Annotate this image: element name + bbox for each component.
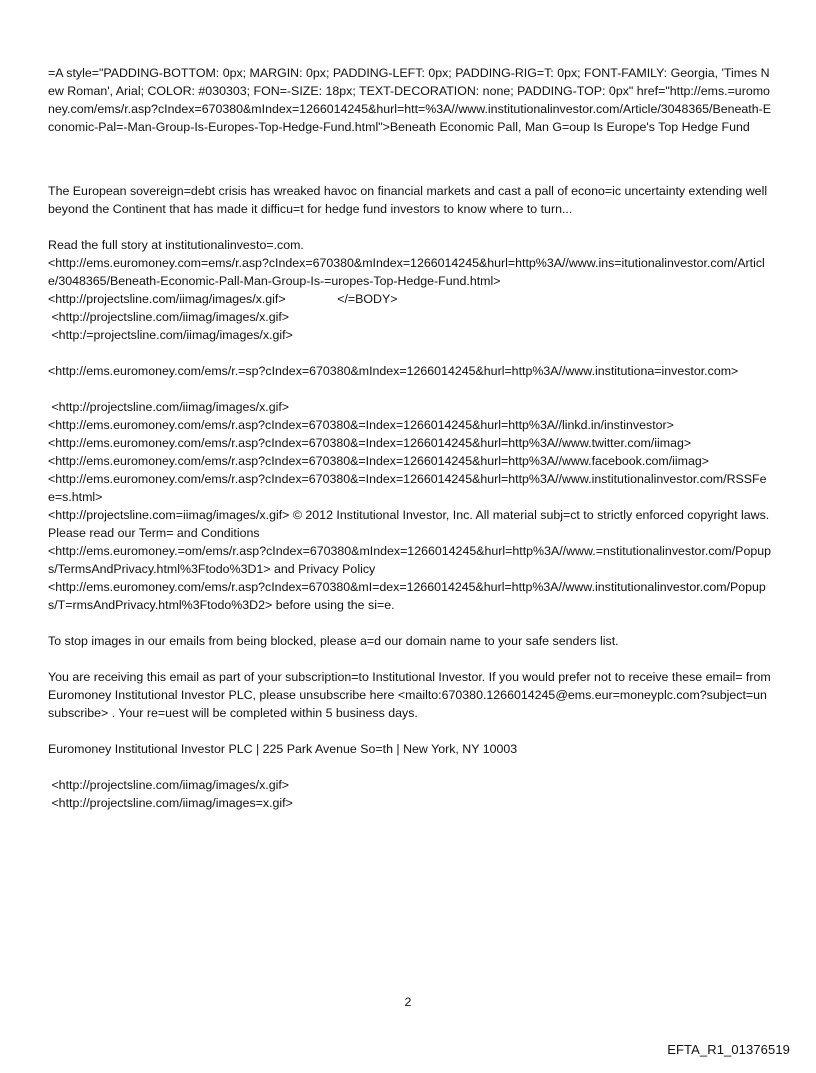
image-link: <http://projectsline.com/iimag/images/x.gif> [48, 310, 290, 324]
facebook-link: <http://ems.euromoney.com/ems/r.asp?cIndex=670380&=Index=1266014245&hurl=http%3A//www.facebook.com/iimag> [48, 454, 710, 468]
image-link: <http://projectsline.com/iimag/images/x.gif> [48, 778, 290, 792]
safe-senders-note: To stop images in our emails from being blocked, please a=d our domain name to your safe senders list. [48, 634, 619, 648]
privacy-link: <http://ems.euromoney.com/ems/r.asp?cIndex=670380&mI=dex=1266014245&hurl=http%3A//www.institutionalinvestor.com/Popups/T=rmsAndPrivacy.html%3Ftodo%3D2> before using the si=e. [48, 580, 766, 612]
homepage-link: <http://ems.euromoney.com/ems/r.=sp?cIndex=670380&mIndex=1266014245&hurl=http%3A//www.institutiona=investor.com> [48, 364, 739, 378]
image-link: <http:/=projectsline.com/iimag/images/x.gif> [48, 328, 293, 342]
read-full-story-block [48, 236, 772, 344]
read-full-story-text: Read the full story at institutionalinvesto=.com. [48, 238, 304, 252]
terms-text: Please read our Term= and Conditions [48, 526, 260, 540]
twitter-link: <http://ems.euromoney.com/ems/r.asp?cIndex=670380&=Index=1266014245&hurl=http%3A//www.twitter.com/iimag> [48, 436, 692, 450]
rss-link: <http://ems.euromoney.com/ems/r.asp?cIndex=670380&=Index=1266014245&hurl=http%3A//www.institutionalinvestor.com/RSSFee=s.html> [48, 472, 767, 504]
document-body [48, 64, 772, 812]
subscription-notice: You are receiving this email as part of your subscription=to Institutional Investor. If you would prefer not to receive these email= from Euromoney Institutional Investor PLC, please unsubscribe here <mailto:670380.1266014245@ems.eur=moneyplc.com?subject=unsubscribe> . Your re=uest will be completed within 5 business days. [48, 670, 771, 720]
image-link: <http://projectsline.com/iimag/images=x.gif> [48, 796, 293, 810]
linkedin-link: <http://ems.euromoney.com/ems/r.asp?cIndex=670380&=Index=1266014245&hurl=http%3A//linkd.in/instinvestor> [48, 418, 674, 432]
article-link: <http://ems.euromoney.com=ems/r.asp?cIndex=670380&mIndex=1266014245&hurl=http%3A//www.ins=itutionalinvestor.com/Article/3048365/Beneath-Economic-Pall-Man-Group-Is-=uropes-Top-Hedge-Fund.html> [48, 256, 765, 288]
social-links-block [48, 398, 772, 614]
company-address: Euromoney Institutional Investor PLC | 225 Park Avenue So=th | New York, NY 10003 [48, 742, 518, 756]
article-summary: The European sovereign=debt crisis has wreaked havoc on financial markets and cast a pall of econo=ic uncertainty extending well beyond the Continent that has made it difficu=t for hedge fund investors to know where to turn... [48, 184, 768, 216]
image-link: <http://projectsline.com/iimag/images/x.gif> </=BODY> [48, 292, 398, 306]
copyright-notice: <http://projectsline.com=iimag/images/x.gif> © 2012 Institutional Investor, Inc. All material subj=ct to strictly enforced copyright laws. [48, 508, 770, 522]
bates-number: EFTA_R1_01376519 [667, 1042, 790, 1057]
image-link: <http://projectsline.com/iimag/images/x.gif> [48, 400, 290, 414]
trailing-image-links [48, 776, 772, 812]
html-anchor-fragment: =A style="PADDING-BOTTOM: 0px; MARGIN: 0px; PADDING-LEFT: 0px; PADDING-RIG=T: 0px; FONT-FAMILY: Georgia, 'Times New Roman', Arial; COLOR: #030303; FON=-SIZE: 18px; TEXT-DECORATION: none; PADDING-TOP: 0px" href="http://ems.=uromoney.com/ems/r.asp?cIndex=670380&mIndex=1266014245&hurl=htt=%3A//www.institutionalinvestor.com/Article/3048365/Beneath-Economic-Pal=-Man-Group-Is-Europes-Top-Hedge-Fund.html">Beneath Economic Pall, Man G=oup Is Europe's Top Hedge Fund [48, 66, 772, 134]
terms-link: <http://ems.euromoney.=om/ems/r.asp?cIndex=670380&mIndex=1266014245&hurl=http%3A//www.=nstitutionalinvestor.com/Popups/TermsAndPrivacy.html%3Ftodo%3D1> and Privacy Policy [48, 544, 772, 576]
page-number: 2 [404, 995, 412, 1009]
